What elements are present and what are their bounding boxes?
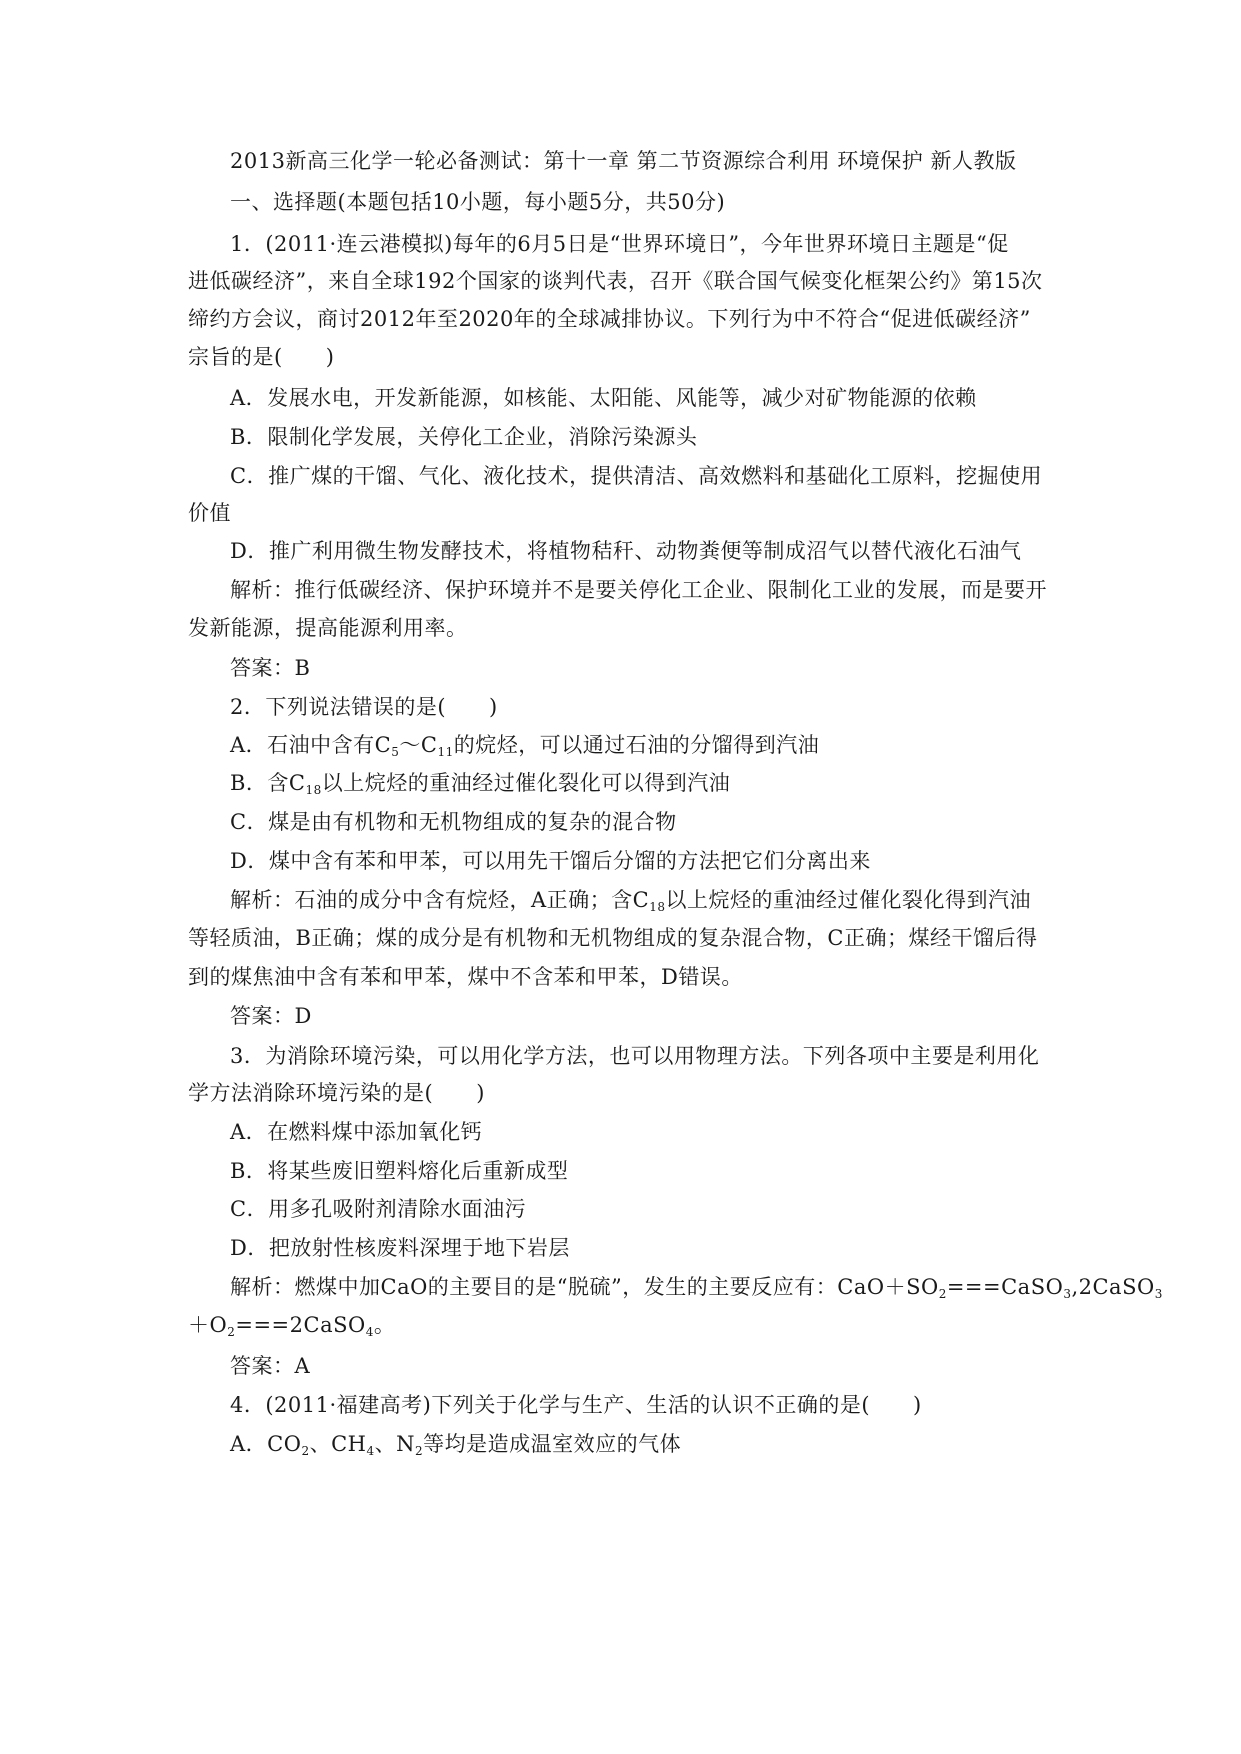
q1-answer: 答案：B (230, 656, 311, 680)
q2-explanation-line-2: 等轻质油，B正确；煤的成分是有机物和无机物组成的复杂混合物，C正确；煤经干馏后得 (188, 926, 1038, 950)
q1-stem-line-3: 缔约方会议，商讨2012年至2020年的全球减排协议。下列行为中不符合“促进低碳经济” (188, 307, 1031, 331)
q1-option-c-line-2: 价值 (188, 501, 231, 525)
q3-option-a: A．在燃料煤中添加氧化钙 (230, 1120, 483, 1144)
q2-answer: 答案：D (230, 1004, 312, 1028)
q2-option-a: A．石油中含有$C_5\sim C_{11}$的烷烃，可以通过石油的分馏得到汽油 (230, 733, 820, 759)
q3-explanation-line-1: 解析：燃煤中加CaO的主要目的是“脱硫”，发生的主要反应有：$CaO+SO_2===CaSO_3,2CaSO_3$ (230, 1275, 1163, 1301)
q2-explanation-line-3: 到的煤焦油中含有苯和甲苯，煤中不含苯和甲苯，D错误。 (188, 965, 743, 989)
q1-stem-line-4: 宗旨的是( ) (188, 345, 335, 369)
q1-option-d: D．推广利用微生物发酵技术，将植物秸秆、动物粪便等制成沼气以替代液化石油气 (230, 539, 1022, 563)
q2-stem: 2．下列说法错误的是( ) (230, 695, 498, 719)
section-heading: 一、选择题(本题包括10小题，每小题5分，共50分) (230, 190, 726, 214)
q2-option-d: D．煤中含有苯和甲苯，可以用先干馏后分馏的方法把它们分离出来 (230, 849, 871, 873)
q3-explanation-line-2: $+O_2===2CaSO_4$。 (188, 1313, 396, 1339)
q3-option-d: D．把放射性核废料深埋于地下岩层 (230, 1236, 570, 1260)
q1-explanation-line-1: 解析：推行低碳经济、保护环境并不是要关停化工企业、限制化工业的发展，而是要开 (230, 578, 1047, 602)
q1-option-a: A．发展水电，开发新能源，如核能、太阳能、风能等，减少对矿物能源的依赖 (230, 386, 977, 410)
q3-answer: 答案：A (230, 1354, 311, 1378)
q4-stem: 4．(2011·福建高考)下列关于化学与生产、生活的认识不正确的是( ) (230, 1393, 922, 1417)
q1-option-b: B．限制化学发展，关停化工企业，消除污染源头 (230, 425, 698, 449)
q3-stem-line-2: 学方法消除环境污染的是( ) (188, 1081, 485, 1105)
q1-option-c-line-1: C．推广煤的干馏、气化、液化技术，提供清洁、高效燃料和基础化工原料，挖掘使用 (230, 464, 1043, 488)
q3-option-c: C．用多孔吸附剂清除水面油污 (230, 1197, 527, 1221)
q2-option-b: B．含$C_{18}$以上烷烃的重油经过催化裂化可以得到汽油 (230, 771, 731, 797)
q1-explanation-line-2: 发新能源，提高能源利用率。 (188, 616, 468, 640)
q1-stem-line-2: 进低碳经济”，来自全球192个国家的谈判代表，召开《联合国气候变化框架公约》第15次 (188, 269, 1043, 293)
q4-option-a: A．$CO_2$、$CH_4$、$N_2$等均是造成温室效应的气体 (230, 1432, 682, 1458)
q1-stem-line-1: 1．(2011·连云港模拟)每年的6月5日是“世界环境日”，今年世界环境日主题是“促 (230, 232, 1009, 256)
q3-stem-line-1: 3．为消除环境污染，可以用化学方法，也可以用物理方法。下列各项中主要是利用化 (230, 1044, 1040, 1068)
q2-explanation-line-1: 解析：石油的成分中含有烷烃，A正确；含$C_{18}$以上烷烃的重油经过催化裂化得到汽油 (230, 888, 1032, 914)
document-title: 2013新高三化学一轮必备测试：第十一章 第二节资源综合利用 环境保护 新人教版 (230, 149, 1017, 173)
q2-option-c: C．煤是由有机物和无机物组成的复杂的混合物 (230, 810, 677, 834)
q3-option-b: B．将某些废旧塑料熔化后重新成型 (230, 1159, 569, 1183)
